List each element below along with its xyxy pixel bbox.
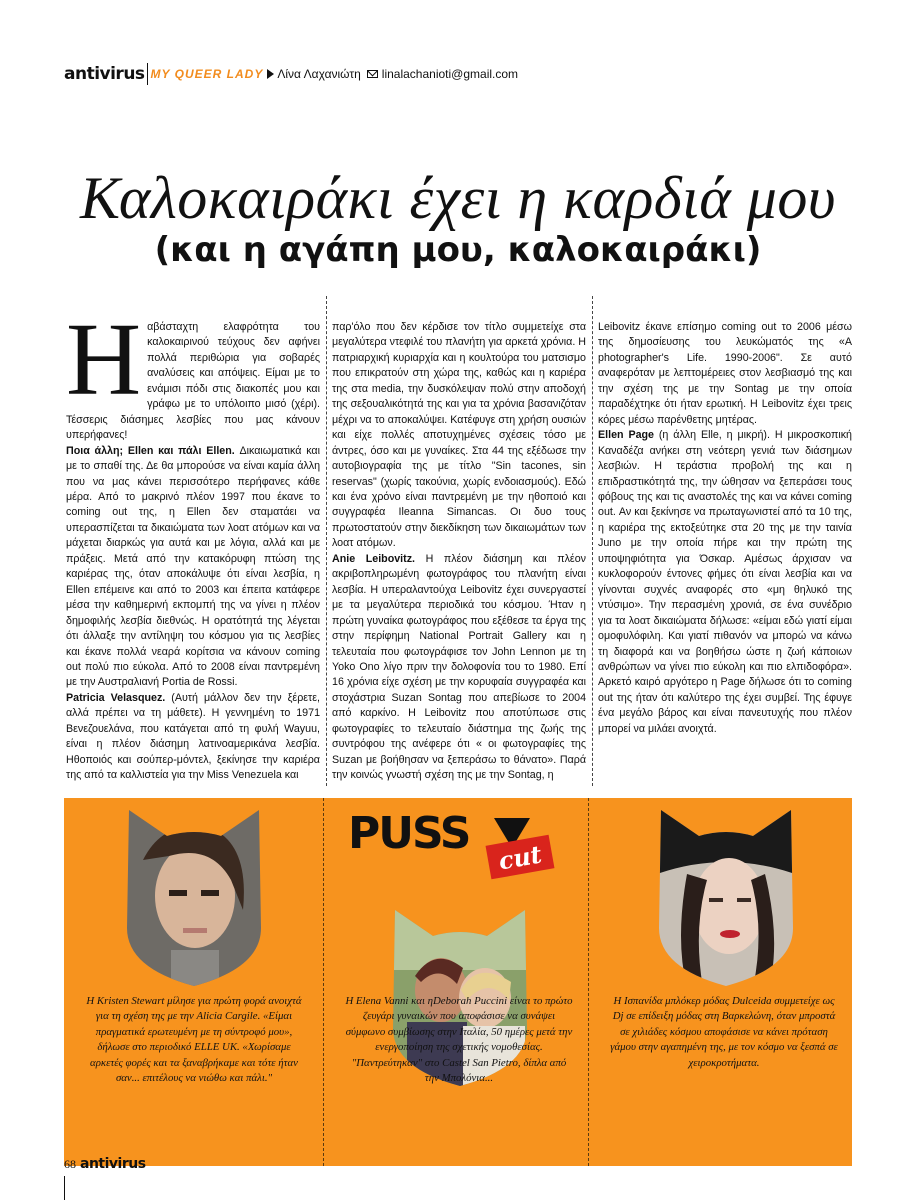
panel-divider [588,798,589,1166]
pussy-cut-logo [344,808,574,884]
patricia-text: (Αυτή μάλλον δεν την ξέρετε, αλλά πρέπει να τη μάθετε). Η γεννημένη το 1971 Βενεζουελάνα, που κατάγεται από τη φυλή Wayuu, είναι η πλέον διάσημη λατινοαμερικάνα λεσβία. Ηθοποιός και σούπερ-μόντελ, ξεκίνησε την καριέρα της από τα καλλιστεία για την Miss Venezuela και [66,691,321,782]
intro-text: αβάσταχτη ελαφρότητα του καλοκαιρινού τεύχους δεν αφήνει πολλά περιθώρια για σοβαρές αναλύσεις και απόψεις. Είμαι με το ενάμισι πόδι στις διακοπές μου και γράφω με το υπόλοιπο μισό (χέρι). Τέσσερις διάσημες λεσβίες που μας κάνουν υπερήφανες! [66,321,321,442]
page-number: 68 [64,1156,76,1171]
annie-heading: Anie Leibovitz. [332,552,416,565]
ellen-text: Δικαιωματικά και με το σπαθί της. Δε θα μπορούσε να είναι καμία άλλη που να μας κάνει περισσότερο περήφανες κάθε μέρα. Από το μακρινό πλέον 1997 που έκανε το coming out της, η Ellen δεν σταματάει να υπερασπίζεται τα δικαιώματα των λοατ ατόμων και να μάχεται διαρκώς για αυτά και με λόγια, αλλά και με πράξεις. Μετά από την κατακόρυφη πτώση της καριέρας της, όταν αποκάλυψε ότι είναι λεσβία, η Ellen επέμεινε και από το 2003 και έπειτα κατάφερε μέσα την καθημερινή εκπομπή της να γίνει η πλέον δημοφιλής λεσβία διεθνώς. Η ορατότητά της λέγεται ότι άλλαξε την αντίληψη του κόσμου για τις λεσβίες και έκανε πολλά νεαρά κορίτσια να κάνουν coming out πολύ πιο εύκολα. Από το 2008 είναι παντρεμένη με την Αυστραλιανή Portia de Rossi. [66,444,321,689]
kristen-stewart-photo [125,810,263,988]
caption-kristen-stewart: Η Kristen Stewart μίλησε για πρώτη φορά ανοιχτά για τη σχέση της με την Alicia Cargile. «Είμαι πραγματικά ερωτευμένη με τη σύντροφό μου», δήλωσε στο περιοδικό ELLE UK. «Χωρίσαμε αρκετές φορές και τα ξαναβρήκαμε και τότε ήταν σαν... επιτέλους να νιώθω και πάλι." [86,995,302,1085]
article-column-2 [332,320,586,784]
footer-logo: antivirus [80,1156,146,1172]
patricia-heading: Patricia Velasquez. [66,691,166,704]
header-divider [147,63,148,85]
patricia-text: παρ'όλο που δεν κέρδισε τον τίτλο συμμετείχε στα μεγαλύτερα ντεφιλέ του πλανήτη για αρκετά χρόνια. Η πατριαρχική κυριαρχία και η κουλτούρα του ματσισμο που επικρατούν στη χώρα της, καθώς και η καριέρα της στα media, την δυσκόλεψαν πολύ στην αποδοχή της σεξουαλικότητά της και για τα χρόνια βασανιζόταν μέχρι να το αποκαλύψει. Κατέφυγε στη χρήση ουσιών και είχε πολλές αποτυχημένες σχέσεις τόσο με άντρες, όσο και με γυναίκες. Στα 44 της εξέδωσε την αυτοβιογραφία της με τίτλο "Sin tacones, sin reservas" (χωρίς τακούνια, χωρίς ενδοιασμούς). Εδώ και ένα χρόνο είναι παντρεμένη με την ηθοποιό και συγγραφέα Ileanna Simancas. Οι δυο τους πρωτοστατούν στην διεκδίκηση των δικαιωμάτων των λοατ ατόμων. [332,321,587,550]
article-column-1 [66,302,321,784]
column-divider [592,296,593,786]
drop-cap: Η [66,302,142,417]
magazine-logo: antivirus [64,64,145,84]
ellen-heading: Ποια άλλη; Ellen και πάλι Ellen. [66,444,235,457]
footer-rule [64,1176,65,1200]
panel-divider [323,798,324,1166]
article-title: Καλοκαιράκι έχει η καρδιά μου [80,165,836,231]
column-name: MY QUEER LADY [150,67,264,81]
column-divider [326,296,327,786]
annie-text: Leibovitz έκανε επίσημο coming out το 2006 μέσω της δημοσίευσης του λευκώματός της «A photographer's Life. 1990-2006". Σε αυτό αναφερόταν με λεπτομέρειες στον λεσβιασμό της και την σχέση της με την Sontag με την οποία παραδέχτηκε ότι ήταν ερωτική. Η Leibovitz έχει τρεις κόρες μέσω παρένθετης μητέρας. [598,321,852,426]
dulceida-photo [657,810,795,988]
pussy-cut-panel [64,798,852,1166]
caption-dulceida: Η Ισπανίδα μπλόκερ μόδας Dulceida συμμετείχε ως Dj σε επίδειξη μόδας στη Βαρκελώνη, όταν μπροστά σε χιλιάδες κόσμου αποφάσισε να κάνει πρόταση γάμου στην αγαπημένη της, με τον κόσμο να ξεσπά σε χειροκροτήματα. [610,995,838,1069]
page-footer [64,1156,146,1172]
author-email[interactable]: linalachanioti@gmail.com [381,67,519,81]
ellen-page-text: (η άλλη Elle, η μικρή). Η μικροσκοπική Καναδέζα ανήκει στη νεότερη γενιά των διάσημων λεσβιών. Η τεράστια προβολή της και η επιδραστικότητά της, την ώθησαν να ξεπεράσει τους φόβους της και τις αναστολές της και να κάνει coming out. Αν και ξεκίνησε να πρωταγωνιστεί από τα 10 της, η καριέρα της εκτοξεύτηκε στα 20 της με την ταινία Juno με την οποία πήρε και την πρώτη της υποψηφιότητα για Όσκαρ. Αμέσως άρχισαν να κυκλοφορούν έντονες φήμες ότι είναι λεσβία και να γίνονται συχνές αναφορές στο «μη θηλυκό της ντύσιμο». Την περασμένη χρονιά, σε ένα συνέδριο για τα λοατ δικαιώματα δήλωσε: «είμαι εδώ γιατί είμαι ομοφυλόφιλη. Και γιατί πιθανόν να μπορώ να κάνω τη διαφορά και να βοηθήσω ώστε η ζωή κάποιων ανθρώπων να γίνει πιο εύκολη και πιο ελπιδοφόρα». Αρκετό καιρό αργότερο η Page δήλωσε ότι το coming out της ήταν ότι καλύτερο της έχει συμβεί. Της έφυγε ένα μεγάλο βάρος και είναι πανευτυχής που πλέον μπορεί να μιλάει ανοιχτά. [598,429,853,735]
article-column-3 [598,320,852,737]
caption-elena-vanni: Η Elena Vanni και ηDeborah Puccini είναι το πρώτο ζευγάρι γυναικών που αποφάσισε να συνάψει σύμφωνο συμβίωσης στην Ιταλία, 50 ημέρες μετά την ενεργοποίηση της σχετικής νομοθεσίας. "Παντρεύτηκαν" στο Castel San Pietro, δίπλα από την Μπολόνια... [345,995,573,1085]
article-subtitle: (και η αγάπη μου, καλοκαιράκι) [154,230,762,270]
envelope-icon [367,70,378,78]
ellen-page-heading: Ellen Page [598,429,654,442]
arrow-right-icon [267,69,274,79]
magazine-header [64,62,518,86]
annie-text: Η πλέον διάσημη και πλέον ακριβοπληρωμένη φωτογράφος του πλανήτη είναι λεσβία. Η υπεραλαντούχα Leibovitz έχει συνεργαστεί με τα μεγαλύτερα περιοδικά του κόσμου. Ήταν η πρώτη γυναίκα φωτογράφος που εξέθεσε τα έργα της στην περίφημη National Portrait Gallery και η τελευταία που φωτογράφισε τον John Lennon με τη Yoko Ono λίγο πριν την δολοφονία του το 1980. Επί 16 χρόνια είχε σχέση με την κορυφαία συγγραφέα και στοχάστρια Suzan Sontag που απεβίωσε το 2004 από καρκίνο. Η Leibovitz που αποτύπωσε στις φωτογραφίες το τελευταίο διάστημα της ζωής της συντρόφου της ανέφερε ότι « οι φωτογραφίες της Suzan με βοήθησαν να ξεπεράσω το θάνατο». Παρά την κοινώς γνωστή σχέση της με την Sontag, η [332,552,587,782]
author-name: Λίνα Λαχανιώτη [277,67,361,81]
logo-text: PUSS [348,808,470,859]
cut-badge: cut [486,835,555,880]
